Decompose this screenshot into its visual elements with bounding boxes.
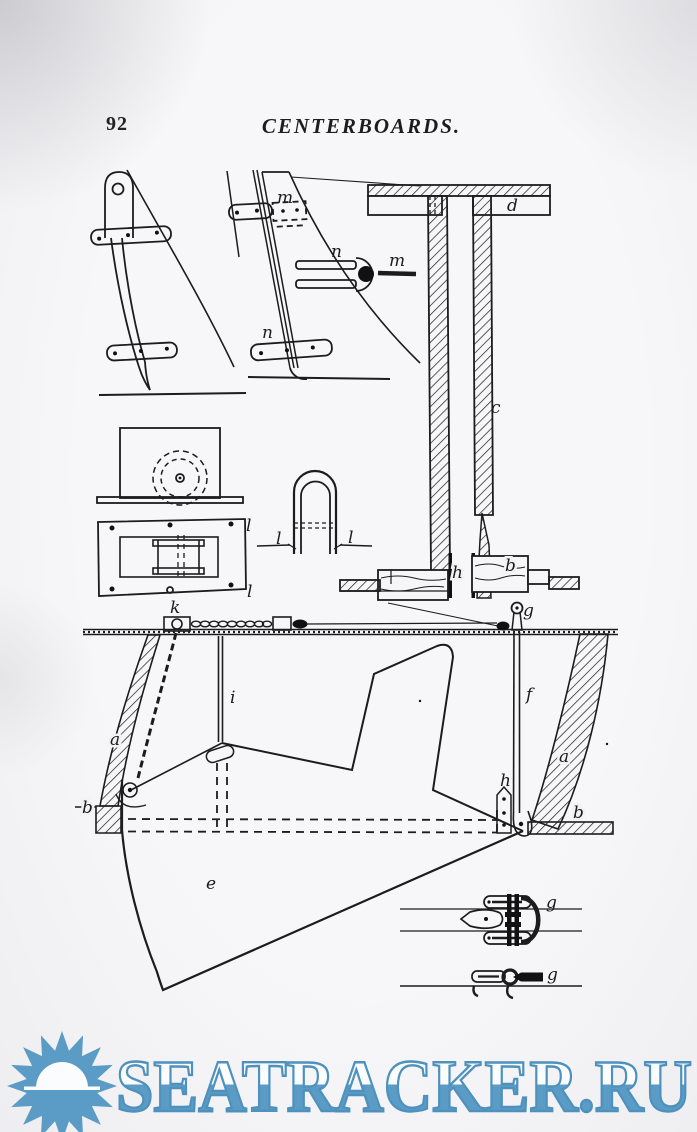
label-g-detail-plan: g: [546, 893, 557, 913]
label-l-ubolt-left: l: [276, 529, 282, 549]
label-f-rod: f: [526, 685, 533, 705]
label-l-plate-top: l: [246, 516, 252, 536]
figure-u-bolt: [257, 471, 372, 554]
label-n-clevis: n: [331, 242, 342, 262]
figure-stem-fitting-left: [91, 170, 246, 395]
label-d-cap: d: [507, 196, 518, 216]
label-h-bracket: h: [500, 771, 511, 791]
watermark-text: SEATRACKER.RU: [116, 1046, 692, 1128]
label-i-pendant: i: [230, 688, 236, 708]
watermark: [7, 1031, 692, 1132]
figure-trunk-section: [340, 185, 579, 600]
label-g-detail-side: g: [547, 965, 558, 985]
label-g-deck-eye: g: [523, 601, 534, 621]
label-k-block: k: [170, 598, 181, 618]
label-b-keel-fwd: b: [82, 798, 93, 818]
page-number: 92: [106, 113, 128, 135]
page-title: CENTERBOARDS.: [261, 114, 462, 138]
label-m-strap: m: [277, 188, 294, 208]
sun-logo-icon: [7, 1031, 117, 1132]
label-e-board: e: [206, 874, 217, 894]
label-n-lower-strap: n: [262, 323, 273, 343]
label-b-block: b: [505, 556, 516, 576]
label-h-slot: h: [452, 563, 463, 583]
label-a-sternpost: a: [559, 747, 570, 767]
figure-sheave-plan-view: [98, 519, 246, 596]
label-m-pin: m: [389, 251, 406, 271]
label-b-keel-aft: b: [573, 803, 584, 823]
label-l-plate-bottom: l: [247, 582, 253, 602]
figure-sheave-side-view: [97, 428, 243, 505]
label-c-post: c: [491, 398, 501, 418]
label-l-ubolt-right: l: [348, 528, 354, 548]
label-a-stem: a: [110, 730, 121, 750]
